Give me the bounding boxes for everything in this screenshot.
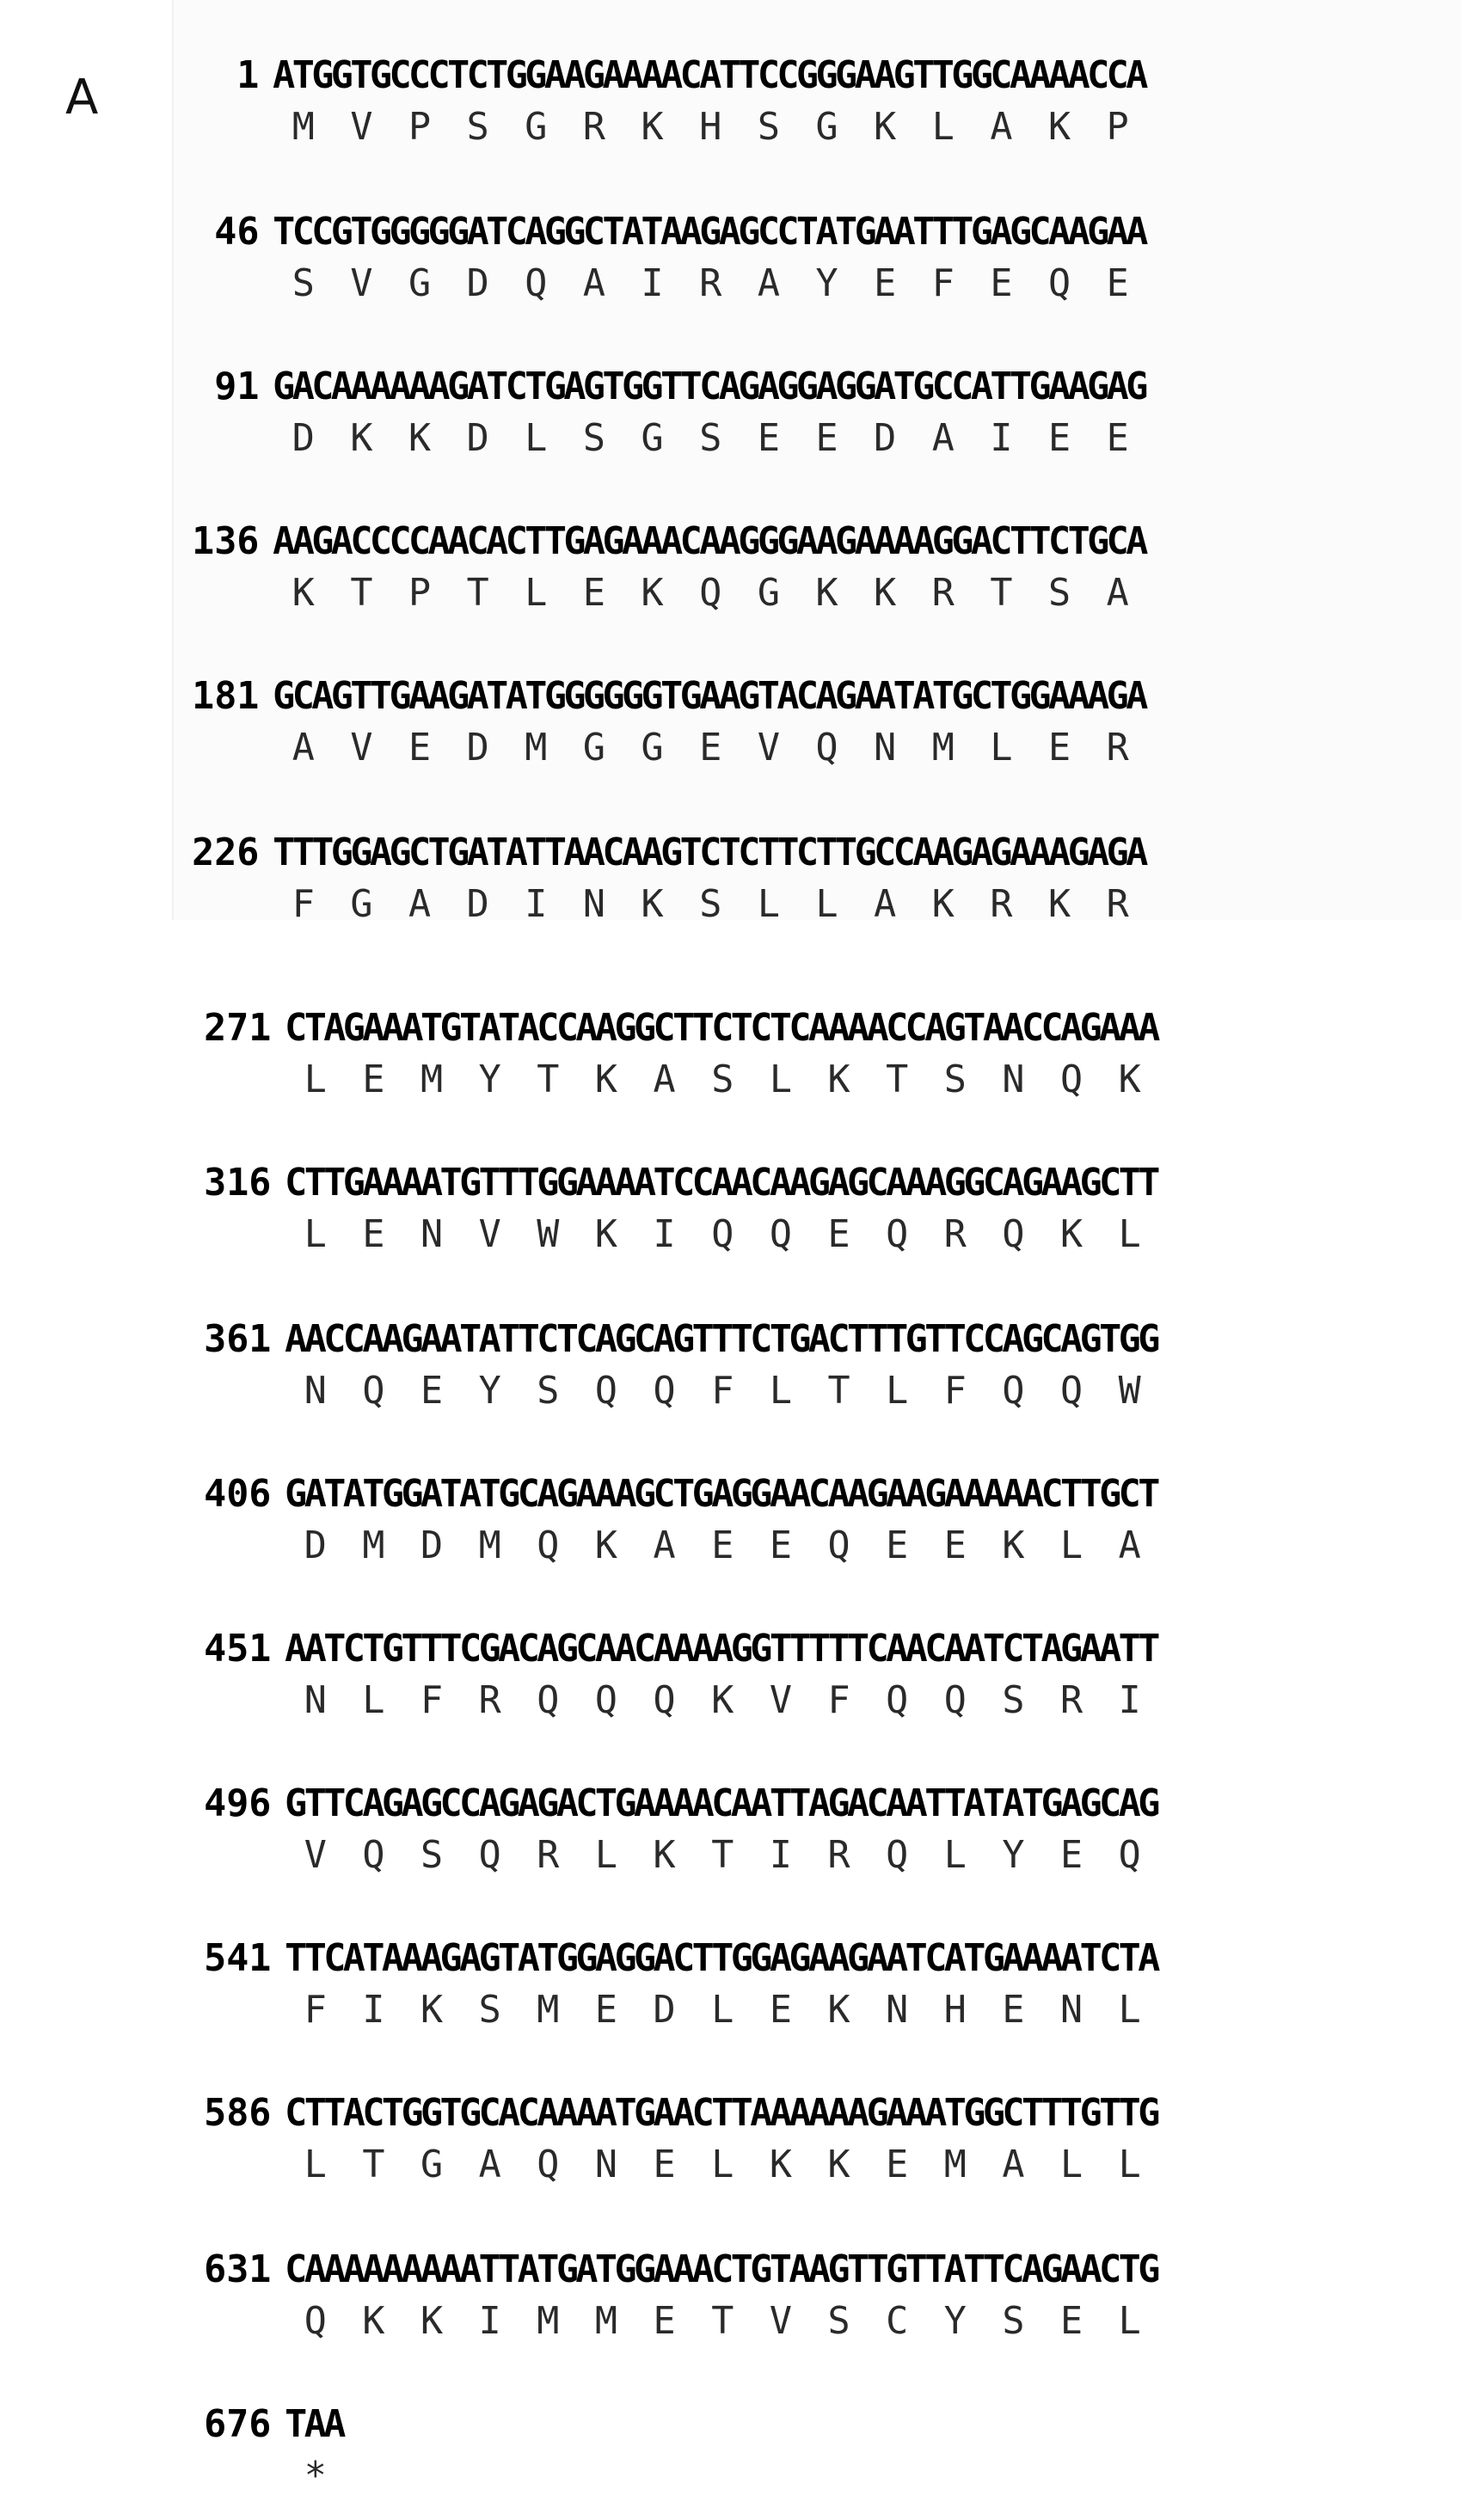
- position-number: 361: [204, 1317, 272, 1361]
- codon-offset: [285, 2454, 304, 2498]
- sequence-block: [0, 361, 1145, 464]
- amino-acid-translation: L E N V W K I Q Q E Q R Q K L: [304, 1212, 1139, 1256]
- sequence-block: [12, 1778, 1157, 1881]
- position-number: 316: [204, 1161, 272, 1205]
- sequence-block: [0, 827, 1145, 930]
- sequence-block: [12, 1468, 1157, 1572]
- nucleotide-sequence: CTAGAAATGTATACCAAGGCTTCTCTCAAAACCAGTAACCAGAAA: [285, 1006, 1157, 1050]
- panel-label: A: [65, 70, 99, 126]
- sequence-block: [12, 1002, 1157, 1106]
- nucleotide-line: [12, 2088, 1157, 2139]
- amino-acid-translation: N Q E Y S Q Q F L T L F Q Q W: [304, 1369, 1139, 1413]
- amino-acid-line: [12, 2139, 1157, 2191]
- codon-offset: [273, 261, 292, 305]
- amino-acid-translation: K T P T L E K Q G K K R T S A: [292, 571, 1126, 615]
- codon-offset: [285, 1988, 304, 2032]
- amino-acid-line: [0, 879, 1145, 930]
- amino-acid-translation: D M D M Q K A E E Q E E K L A: [304, 1524, 1139, 1567]
- codon-offset: [285, 2143, 304, 2186]
- amino-acid-line: [12, 1830, 1157, 1881]
- sequence-block: [0, 206, 1145, 310]
- nucleotide-line: [0, 206, 1145, 258]
- nucleotide-line: [12, 1623, 1157, 1675]
- nucleotide-line: [0, 827, 1145, 879]
- amino-acid-line: [0, 567, 1145, 619]
- nucleotide-line: [12, 1314, 1157, 1365]
- amino-acid-line: [12, 1365, 1157, 1417]
- nucleotide-line: [12, 2399, 343, 2450]
- amino-acid-line: [12, 1984, 1157, 2036]
- nucleotide-sequence: GACAAAAAAGATCTGAGTGGTTCAGAGGAGGATGCCATTGAAGAG: [273, 365, 1145, 408]
- amino-acid-translation: V Q S Q R L K T I R Q L Y E Q: [304, 1833, 1139, 1877]
- sequence-block: [0, 671, 1145, 774]
- sequence-block: [12, 1933, 1157, 2036]
- nucleotide-sequence: CAAAAAAAAATTATGATGGAAACTGTAAGTTGTTATTCAGAACTG: [285, 2247, 1157, 2291]
- codon-offset: [273, 105, 292, 149]
- amino-acid-line: [12, 2450, 343, 2502]
- position-number: 136: [192, 519, 260, 563]
- nucleotide-line: [12, 1468, 1157, 1520]
- nucleotide-line: [12, 1778, 1157, 1830]
- sequence-block: [12, 2244, 1157, 2347]
- nucleotide-sequence: TTTGGAGCTGATATTAACAAGTCTCTTCTTGCCAAGAGAAAGAGA: [273, 831, 1145, 874]
- sequence-block: [12, 2088, 1157, 2191]
- codon-offset: [285, 1524, 304, 1567]
- position-number: 46: [214, 210, 260, 254]
- codon-offset: [285, 1058, 304, 1101]
- position-number: 1: [236, 53, 260, 97]
- codon-offset: [285, 1833, 304, 1877]
- amino-acid-translation: F G A D I N K S L L A K R K R: [292, 882, 1126, 926]
- sequence-block: [12, 2399, 343, 2502]
- sequence-block: [0, 516, 1145, 619]
- position-number: 406: [204, 1472, 272, 1516]
- amino-acid-translation: Q K K I M M E T V S C Y S E L: [304, 2299, 1139, 2343]
- nucleotide-sequence: AATCTGTTTCGACAGCAACAAAAGGTTTTTCAACAATCTAGAATT: [285, 1627, 1157, 1671]
- amino-acid-line: [0, 722, 1145, 774]
- nucleotide-sequence: TAA: [285, 2402, 343, 2446]
- amino-acid-translation: *: [304, 2454, 324, 2498]
- codon-offset: [273, 416, 292, 460]
- amino-acid-line: [12, 1675, 1157, 1726]
- amino-acid-line: [12, 1209, 1157, 1260]
- codon-offset: [273, 726, 292, 769]
- sequence-block: [12, 1314, 1157, 1417]
- position-number: 181: [192, 674, 260, 718]
- nucleotide-sequence: CTTACTGGTGCACAAAATGAACTTAAAAAAGAAATGGCTTTGTTG: [285, 2091, 1157, 2135]
- amino-acid-line: [12, 1054, 1157, 1106]
- amino-acid-line: [12, 2296, 1157, 2347]
- nucleotide-line: [0, 516, 1145, 567]
- position-number: 676: [204, 2402, 272, 2446]
- amino-acid-translation: S V G D Q A I R A Y E F E Q E: [292, 261, 1126, 305]
- sequence-block: [0, 50, 1145, 153]
- codon-offset: [285, 2299, 304, 2343]
- nucleotide-sequence: TTCATAAAGAGTATGGAGGACTTGGAGAAGAATCATGAAAATCTA: [285, 1936, 1157, 1980]
- amino-acid-translation: D K K D L S G S E E D A I E E: [292, 416, 1126, 460]
- sequence-block: [12, 1157, 1157, 1260]
- nucleotide-line: [12, 1933, 1157, 1984]
- nucleotide-line: [0, 671, 1145, 722]
- nucleotide-sequence: GATATGGATATGCAGAAAGCTGAGGAACAAGAAGAAAAACTTGCT: [285, 1472, 1157, 1516]
- position-number: 451: [204, 1627, 272, 1671]
- amino-acid-line: [12, 1520, 1157, 1572]
- position-number: 226: [192, 831, 260, 874]
- amino-acid-translation: F I K S M E D L E K N H E N L: [304, 1988, 1139, 2032]
- nucleotide-line: [12, 1002, 1157, 1054]
- codon-offset: [273, 882, 292, 926]
- amino-acid-translation: A V E D M G G E V Q N M L E R: [292, 726, 1126, 769]
- amino-acid-line: [0, 413, 1145, 464]
- nucleotide-sequence: TCCGTGGGGGATCAGGCTATAAGAGCCTATGAATTTGAGCAAGAA: [273, 210, 1145, 254]
- amino-acid-translation: M V P S G R K H S G K L A K P: [292, 105, 1126, 149]
- position-number: 91: [214, 365, 260, 408]
- nucleotide-line: [0, 50, 1145, 101]
- nucleotide-line: [12, 2244, 1157, 2296]
- amino-acid-translation: L E M Y T K A S L K T S N Q K: [304, 1058, 1139, 1101]
- amino-acid-line: [0, 258, 1145, 310]
- codon-offset: [285, 1678, 304, 1722]
- nucleotide-sequence: CTTGAAAATGTTTGGAAAATCCAACAAGAGCAAAGGCAGAAGCTT: [285, 1161, 1157, 1205]
- codon-offset: [285, 1212, 304, 1256]
- nucleotide-line: [12, 1157, 1157, 1209]
- codon-offset: [285, 1369, 304, 1413]
- nucleotide-sequence: GCAGTTGAAGATATGGGGGGTGAAGTACAGAATATGCTGGAAAGA: [273, 674, 1145, 718]
- position-number: 496: [204, 1781, 272, 1825]
- codon-offset: [273, 571, 292, 615]
- nucleotide-sequence: GTTCAGAGCCAGAGACTGAAAACAATTAGACAATTATATGAGCAG: [285, 1781, 1157, 1825]
- sequence-block: [12, 1623, 1157, 1726]
- position-number: 631: [204, 2247, 272, 2291]
- nucleotide-sequence: AAGACCCCAACACTTGAGAAACAAGGGAAGAAAAGGACTTCTGCA: [273, 519, 1145, 563]
- nucleotide-sequence: AACCAAGAATATTCTCAGCAGTTTCTGACTTTGTTCCAGCAGTGG: [285, 1317, 1157, 1361]
- nucleotide-line: [0, 361, 1145, 413]
- position-number: 586: [204, 2091, 272, 2135]
- amino-acid-translation: L T G A Q N E L K K E M A L L: [304, 2143, 1139, 2186]
- nucleotide-sequence: ATGGTGCCCTCTGGAAGAAAACATTCCGGGAAGTTGGCAAAACCA: [273, 53, 1145, 97]
- amino-acid-translation: N L F R Q Q Q K V F Q Q S R I: [304, 1678, 1139, 1722]
- position-number: 271: [204, 1006, 272, 1050]
- position-number: 541: [204, 1936, 272, 1980]
- amino-acid-line: [0, 101, 1145, 153]
